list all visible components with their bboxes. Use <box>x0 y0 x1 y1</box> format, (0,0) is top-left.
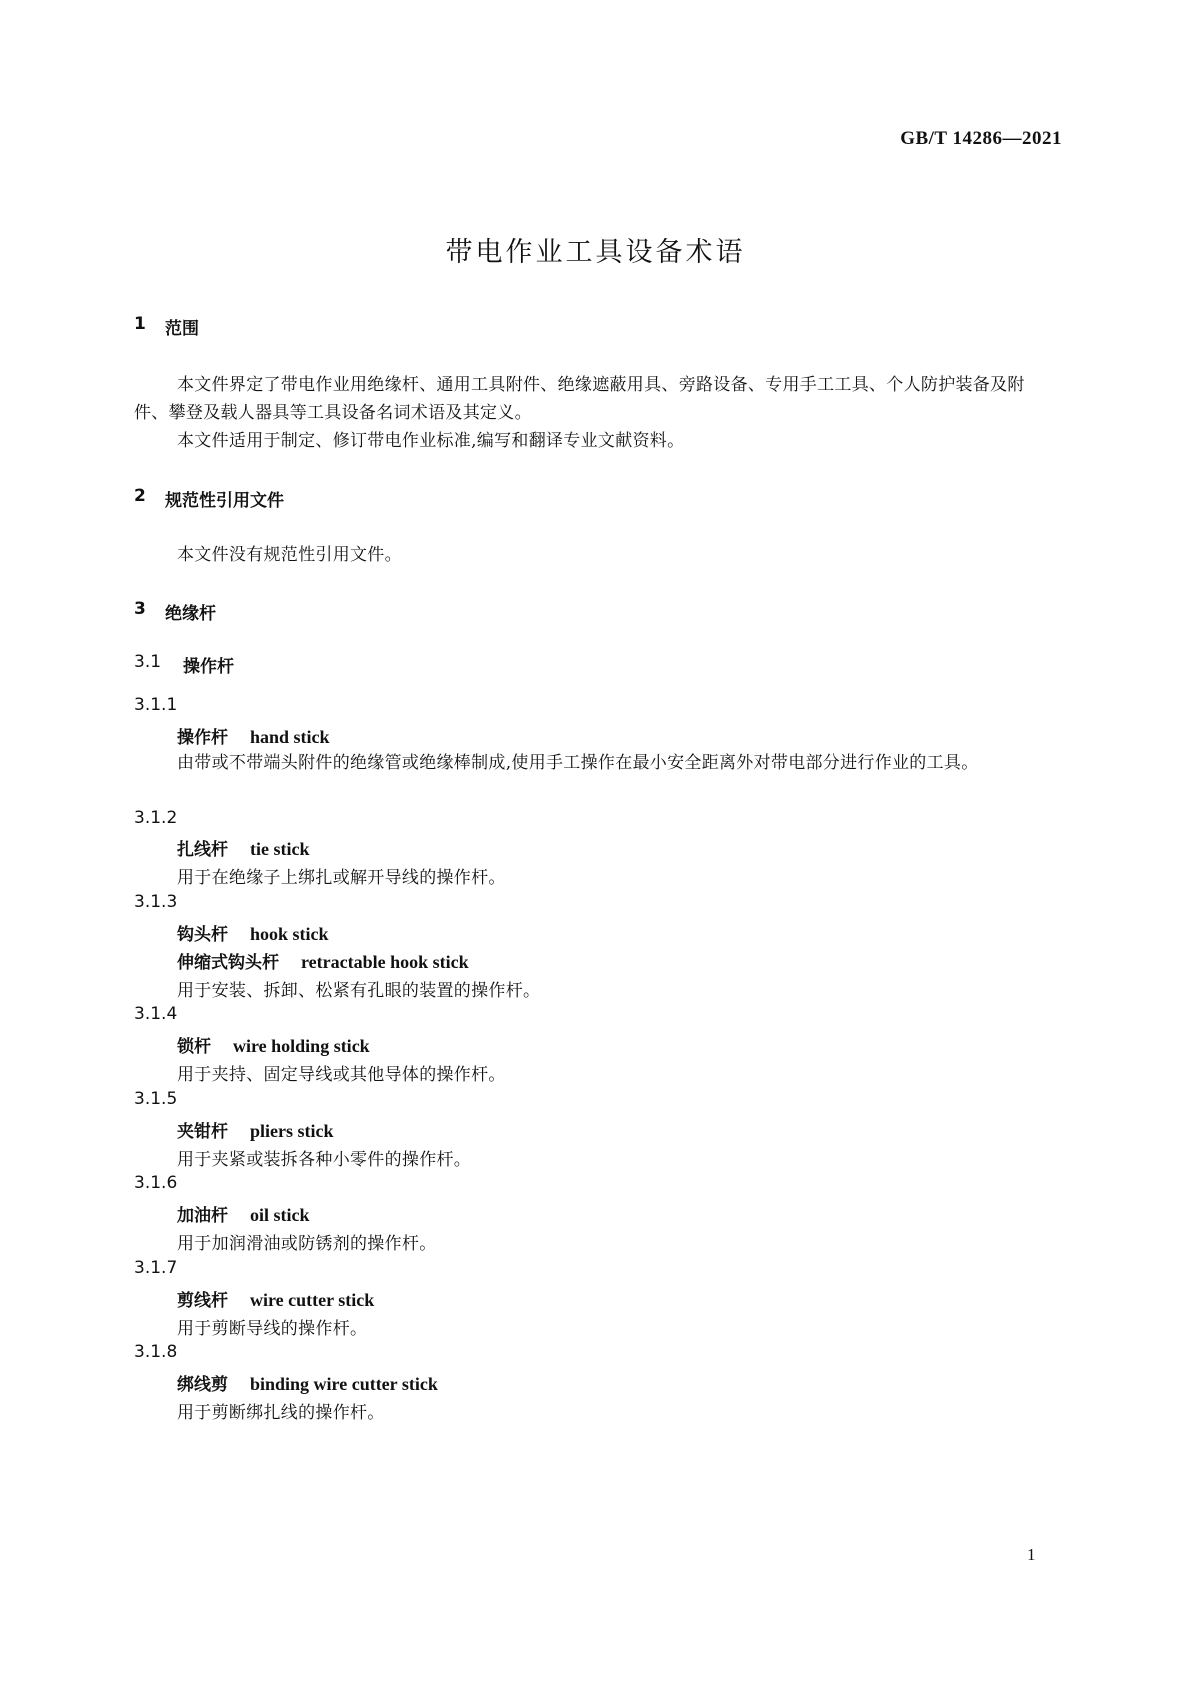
document-title: 带电作业工具设备术语 <box>445 237 746 268</box>
paragraph-text: 本文件界定了带电作业用绝缘杆、通用工具附件、绝缘遮蔽用具、旁路设备、专用手工工具、个人防护装备及附件、攀登及载人器具等工具设备名词术语及其定义。 <box>134 375 1025 423</box>
term-en: hand stick <box>250 727 330 747</box>
term-zh: 操作杆 <box>177 728 228 748</box>
term-definition: 用于剪断绑扎线的操作杆。 <box>177 1403 385 1423</box>
term-number: 3.1.7 <box>134 1258 178 1278</box>
term-synonym-heading <box>177 948 469 973</box>
section-number: 1 <box>134 314 146 334</box>
term-en: wire cutter stick <box>250 1290 375 1310</box>
section-title: 范围 <box>165 319 199 339</box>
term-heading <box>177 1201 310 1226</box>
term-definition: 用于剪断导线的操作杆。 <box>177 1319 368 1339</box>
term-en: retractable hook stick <box>301 952 469 972</box>
term-en: wire holding stick <box>233 1036 370 1056</box>
term-zh: 绑线剪 <box>177 1375 228 1395</box>
standard-code: GB/T 14286—2021 <box>900 128 1062 149</box>
term-number: 3.1.8 <box>134 1342 178 1362</box>
term-number: 3.1.3 <box>134 892 178 912</box>
section-title: 绝缘杆 <box>165 604 216 624</box>
scope-paragraph-2 <box>134 427 1059 455</box>
term-number: 3.1.4 <box>134 1004 178 1024</box>
term-zh: 夹钳杆 <box>177 1122 228 1142</box>
section-number: 3 <box>134 599 146 619</box>
term-en: hook stick <box>250 924 329 944</box>
paragraph-text: 本文件适用于制定、修订带电作业标准,编写和翻译专业文献资料。 <box>177 431 685 451</box>
term-heading <box>177 1286 374 1311</box>
term-number: 3.1.1 <box>134 695 178 715</box>
term-zh: 钩头杆 <box>177 925 228 945</box>
term-en: tie stick <box>250 839 310 859</box>
term-heading <box>177 920 329 945</box>
term-number: 3.1.5 <box>134 1089 178 1109</box>
normative-references-paragraph <box>134 541 1059 569</box>
term-number: 3.1.6 <box>134 1173 178 1193</box>
section-title: 规范性引用文件 <box>165 491 284 511</box>
term-number: 3.1.2 <box>134 808 178 828</box>
term-definition: 用于夹紧或装拆各种小零件的操作杆。 <box>177 1150 472 1170</box>
page-number: 1 <box>1027 1545 1036 1564</box>
term-heading <box>177 1032 370 1057</box>
term-zh: 剪线杆 <box>177 1291 228 1311</box>
term-definition: 用于在绝缘子上绑扎或解开导线的操作杆。 <box>177 868 506 888</box>
term-en: binding wire cutter stick <box>250 1374 438 1394</box>
term-definition: 由带或不带端头附件的绝缘管或绝缘棒制成,使用手工操作在最小安全距离外对带电部分进行作业的工具。 <box>177 753 979 773</box>
term-definition: 用于加润滑油或防锈剂的操作杆。 <box>177 1234 437 1254</box>
subsection-title: 操作杆 <box>183 657 234 677</box>
paragraph-text: 本文件没有规范性引用文件。 <box>177 545 402 565</box>
term-zh: 伸缩式钩头杆 <box>177 953 279 973</box>
term-heading <box>177 835 309 860</box>
term-definition: 用于安装、拆卸、松紧有孔眼的装置的操作杆。 <box>177 981 541 1001</box>
term-zh: 加油杆 <box>177 1206 228 1226</box>
scope-paragraph-1 <box>134 371 1059 427</box>
subsection-number: 3.1 <box>134 652 162 672</box>
term-heading <box>177 723 330 748</box>
term-heading <box>177 1117 334 1142</box>
term-heading <box>177 1370 438 1395</box>
term-en: pliers stick <box>250 1121 334 1141</box>
section-number: 2 <box>134 486 146 506</box>
term-zh: 锁杆 <box>177 1037 211 1057</box>
term-zh: 扎线杆 <box>177 840 228 860</box>
term-en: oil stick <box>250 1205 310 1225</box>
term-definition: 用于夹持、固定导线或其他导体的操作杆。 <box>177 1065 506 1085</box>
